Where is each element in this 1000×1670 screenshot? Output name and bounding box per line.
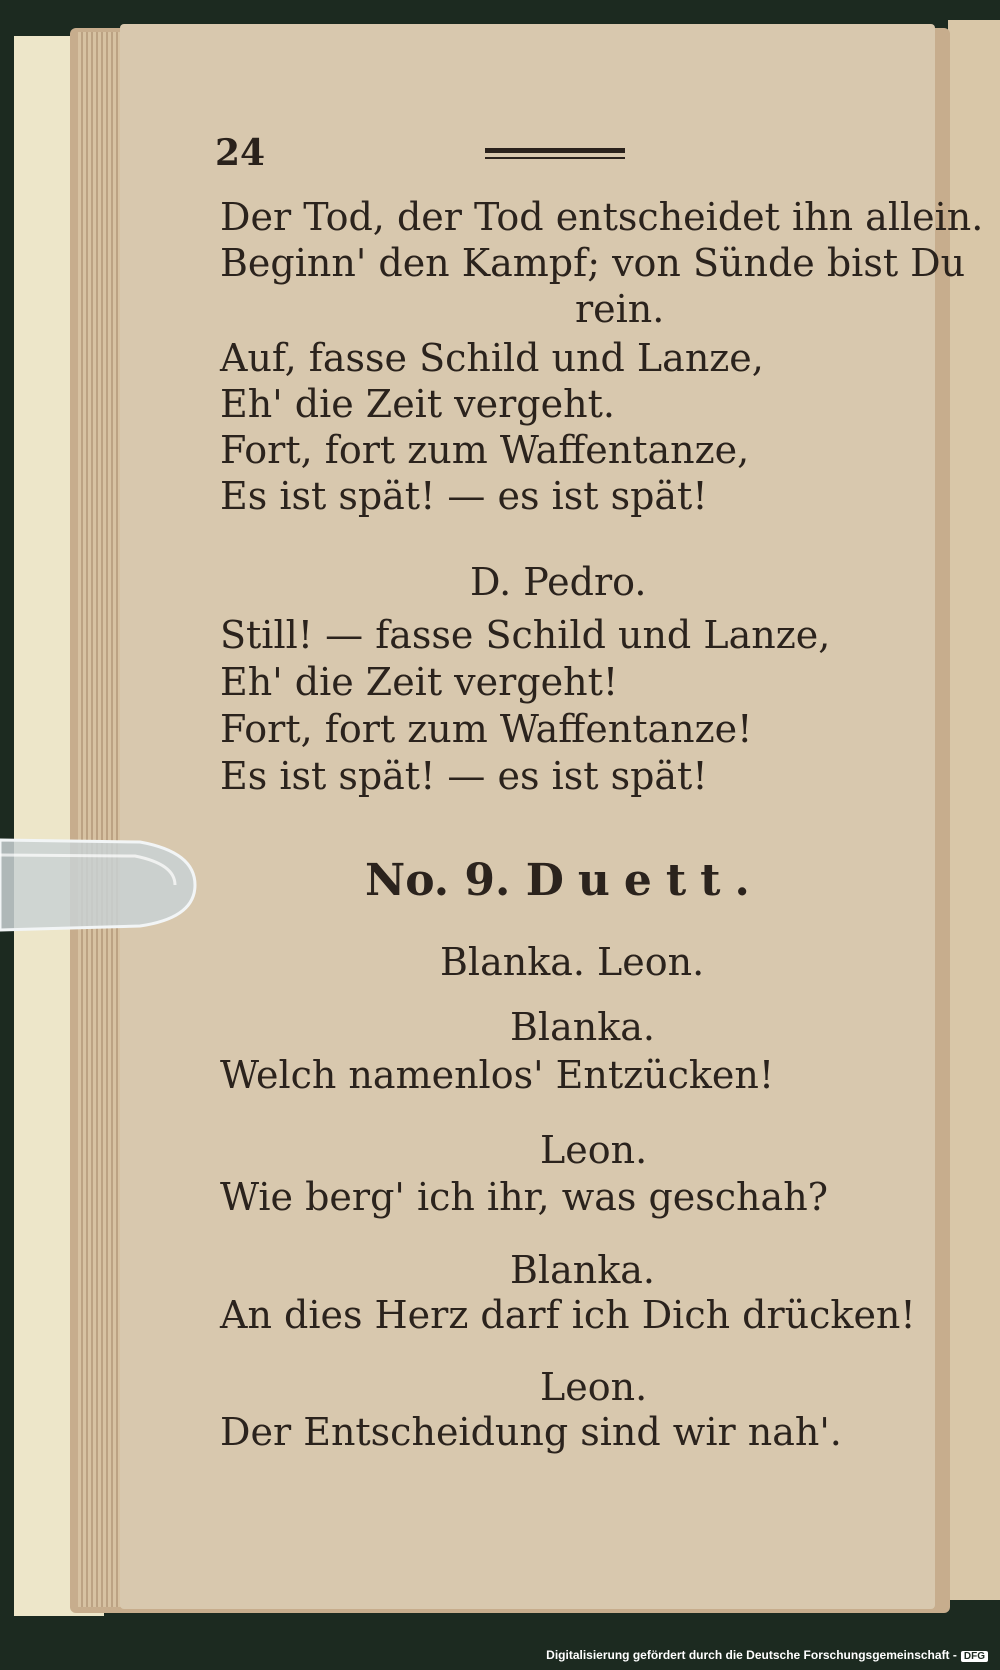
speaker-name: Blanka. [510, 1248, 655, 1292]
section-title: Duett. [525, 855, 764, 906]
footer-credit [546, 1648, 988, 1662]
verse-line: An dies Herz darf ich Dich drücken! [220, 1293, 916, 1337]
verse-line: Fort, fort zum Waffentanze, [220, 428, 750, 472]
verse-line: Eh' die Zeit vergeht! [220, 660, 619, 704]
speaker-name: D. Pedro. [470, 560, 647, 604]
speaker-name: Blanka. [510, 1005, 655, 1049]
speaker-name: Leon. [540, 1365, 648, 1409]
verse-line: Der Entscheidung sind wir nah'. [220, 1410, 842, 1454]
header-rule-thick [485, 148, 625, 153]
section-heading [365, 855, 764, 906]
verse-line: Eh' die Zeit vergeht. [220, 382, 615, 426]
verse-line: Wie berg' ich ihr, was geschah? [220, 1175, 829, 1219]
section-number: No. 9. [365, 855, 511, 906]
verse-line: rein. [575, 287, 665, 331]
verse-line: Auf, fasse Schild und Lanze, [220, 336, 764, 380]
page-number: 24 [215, 132, 266, 174]
verse-line: Der Tod, der Tod entscheidet ihn allein. [220, 195, 984, 239]
verse-line: Beginn' den Kampf; von Sünde bist Du [220, 241, 966, 285]
verse-line: Es ist spät! — es ist spät! [220, 754, 708, 798]
dfg-logo: DFG [961, 1651, 988, 1662]
footer-text: Digitalisierung gefördert durch die Deutsche Forschungsgemeinschaft - [546, 1648, 957, 1662]
verse-line: Still! — fasse Schild und Lanze, [220, 613, 831, 657]
page-clip [0, 830, 200, 940]
header-rule-thin [485, 157, 625, 159]
verse-line: Welch namenlos' Entzücken! [220, 1053, 775, 1097]
cast-list: Blanka. Leon. [440, 940, 705, 984]
verse-line: Fort, fort zum Waffentanze! [220, 707, 753, 751]
speaker-name: Leon. [540, 1128, 648, 1172]
verse-line: Es ist spät! — es ist spät! [220, 474, 708, 518]
